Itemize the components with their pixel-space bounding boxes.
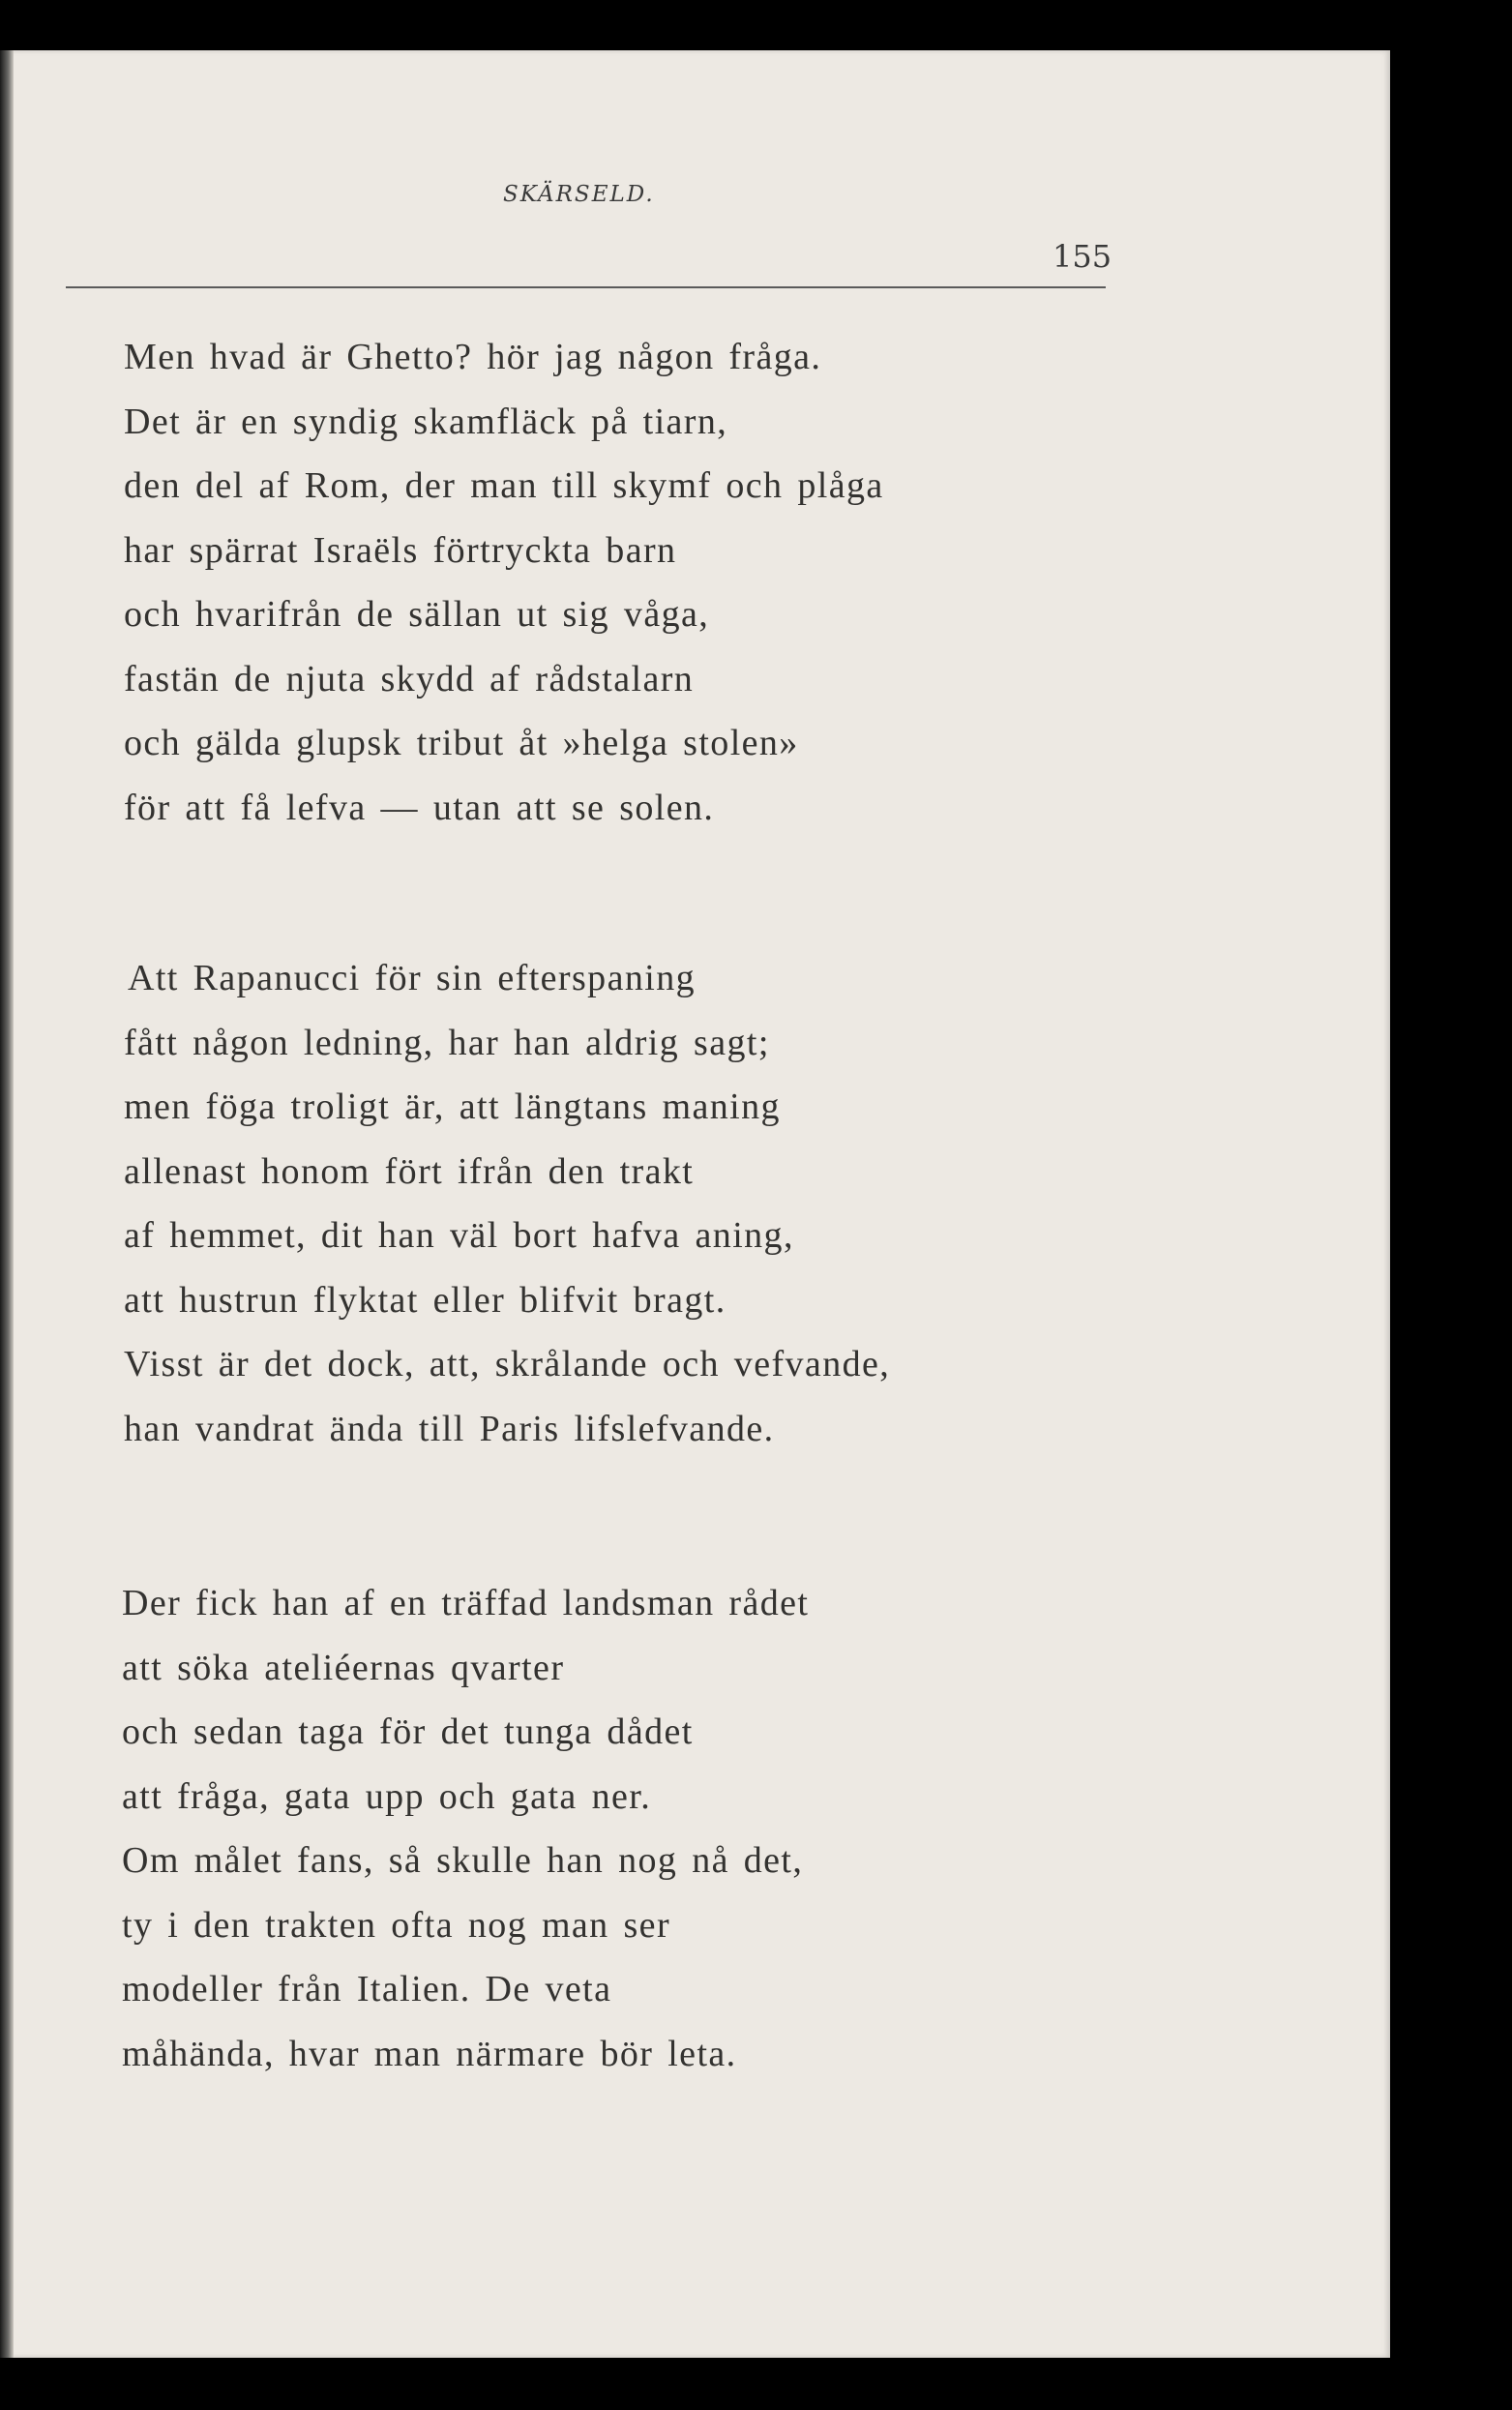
verse-line: modeller från Italien. De veta	[122, 1969, 612, 2009]
verse-line: den del af Rom, der man till skymf och plåga	[124, 465, 884, 506]
verse-line: och hvarifrån de sällan ut sig våga,	[124, 594, 710, 635]
verse-line: Men hvad är Ghetto? hör jag någon fråga.	[124, 337, 822, 377]
verse-line: att fråga, gata upp och gata ner.	[122, 1775, 652, 1817]
verse-line: för att få lefva — utan att se solen.	[124, 787, 715, 828]
stanza	[124, 946, 890, 1461]
verse-line: Visst är det dock, att, skrålande och vefvande,	[124, 1344, 891, 1384]
stanza	[124, 325, 884, 840]
page-number: 155	[1052, 238, 1112, 275]
verse-line: ty i den trakten ofta nog man ser	[122, 1904, 670, 1946]
verse-line: af hemmet, dit han väl bort hafva aning,	[124, 1215, 794, 1256]
verse-line: Der fick han af en träffad landsman rådet	[122, 1583, 810, 1623]
verse-line: Det är en syndig skamfläck på tiarn,	[124, 401, 728, 442]
verse-line: måhända, hvar man närmare bör leta.	[122, 2033, 737, 2074]
verse-line: att söka ateliéernas qvarter	[122, 1647, 565, 1688]
verse-line: och sedan taga för det tunga dådet	[122, 1711, 694, 1752]
header-rule	[66, 286, 1106, 288]
verse-line: Om målet fans, så skulle han nog nå det,	[122, 1840, 804, 1881]
verse-line: han vandrat ända till Paris lifslefvande.	[124, 1408, 775, 1449]
verse-line: fastän de njuta skydd af rådstalarn	[124, 658, 695, 699]
running-head-title: SKÄRSELD.	[503, 182, 655, 207]
verse-line: fått någon ledning, har han aldrig sagt;	[124, 1022, 770, 1063]
verse-line: Att Rapanucci för sin efterspaning	[128, 958, 696, 998]
verse-line: att hustrun flyktat eller blifvit bragt.	[124, 1279, 726, 1321]
verse-line: allenast honom fört ifrån den trakt	[124, 1150, 695, 1192]
verse-line: och gälda glupsk tribut åt »helga stolen»	[124, 723, 799, 763]
verse-line: har spärrat Israëls förtryckta barn	[124, 529, 677, 571]
stanza	[122, 1571, 809, 2086]
verse-line: men föga troligt är, att längtans maning	[124, 1086, 781, 1127]
